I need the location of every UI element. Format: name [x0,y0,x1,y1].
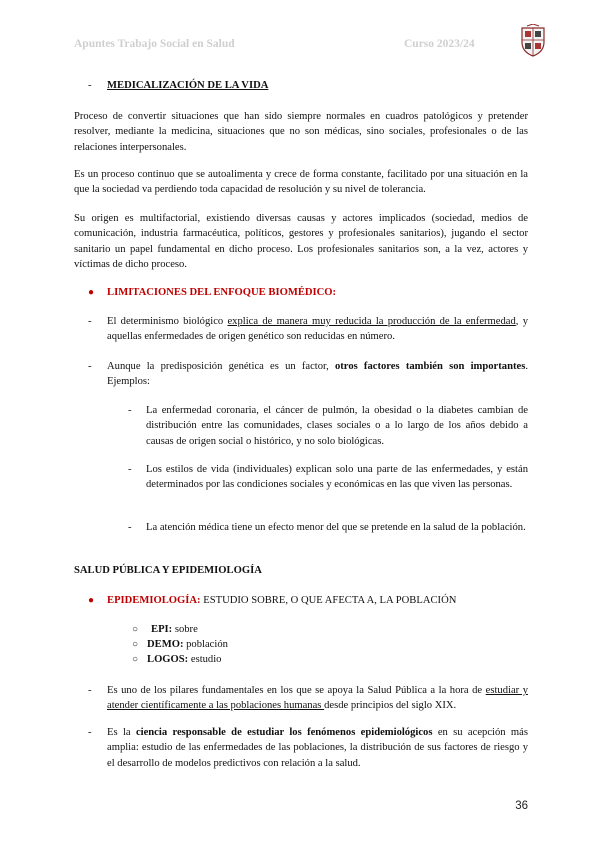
etymology-term: DEMO: [147,639,184,650]
text-part: El determinismo biológico [107,316,228,327]
medicalizacion-paragraph-1: Proceso de convertir situaciones que han sido siempre normales en cuadros patológicos y pretender resolver, mediante la medicina, situaciones que no son médicas, sino sociales, profesionales o de las relaciones interpersonales. [74,111,528,153]
text-part: Es la [107,727,136,738]
circle-bullet-icon: ○ [132,639,139,650]
etymology-meaning: sobre [172,624,198,635]
limitaciones-item-2-text [107,359,528,390]
underlined-text: estudiar y atender científicamente a las poblaciones humanas [107,685,529,712]
text-part: en su acepción más amplia: estudio de las enfermedades de las poblaciones, la distribución de sus factores de riesgo y el desarrollo de modelos predictivos con relación a la salud. [107,727,528,769]
etymology-text [147,637,228,652]
text-part: Aunque la predisposición genética es un factor, [107,361,335,372]
epidemiologia-line [107,593,456,608]
limitaciones-sub-3-text: La atención médica tiene un efecto menor del que se pretende en la salud de la población. [146,522,526,533]
university-crest-icon [518,24,548,58]
medicalizacion-paragraph-3: Su origen es multifactorial, existiendo diversas causas y actores implicados (sociedad, medios de comunicación, industria farmacéutica, políticos, gestores y profesionales sanitarios), jugando el sector sanitario un papel fundamental en dicho proceso. Los profesionales sanitarios son, a la vez, actores y víctimas de dicho proceso. [74,213,528,271]
text-part: , y aquellas enfermedades de origen genético son reducidas en número. [107,316,528,343]
text-part: desde principios del siglo XIX. [324,700,457,712]
bold-text: ciencia responsable de estudiar los fenómenos epidemiológicos [135,727,433,738]
text-part: . Ejemplos: [107,361,528,388]
etymology-text [147,652,221,667]
limitaciones-sub-1-text: La enfermedad coronaria, el cáncer de pulmón, la obesidad o la diabetes cambian de distribución entre las comunidades, clases sociales o a lo largo de los años debido a causas de origen social o histórico, y no solo biológicas. [146,405,528,447]
dash-marker: - [88,727,92,738]
circle-bullet-icon: ○ [132,624,139,635]
epidemiologia-label: EPIDEMIOLOGÍA: [107,595,201,606]
dash-marker: - [128,405,132,416]
medicalizacion-title: MEDICALIZACIÓN DE LA VIDA [107,80,269,91]
etymology-meaning: estudio [188,654,222,665]
bold-text: otros factores también son importantes [334,361,526,372]
salud-publica-item-2-text [107,725,528,771]
dash-marker: - [88,361,92,372]
dash-marker: - [128,522,132,533]
dash-marker: - [128,464,132,475]
etymology-term: LOGOS: [147,654,189,665]
limitaciones-sub-2-text: Los estilos de vida (individuales) explican solo una parte de las enfermedades, y están determinados por las condiciones sociales y económicas en las que viven las personas. [146,464,528,491]
red-bullet-icon: ● [88,287,95,298]
limitaciones-title: LIMITACIONES DEL ENFOQUE BIOMÉDICO: [107,287,337,298]
underlined-text: explica de manera muy reducida la producción de la enfermedad [227,316,516,327]
epidemiologia-definition: ESTUDIO SOBRE, O QUE AFECTA A, LA POBLACIÓN [200,595,457,606]
circle-bullet-icon: ○ [132,654,139,665]
etymology-term: EPI: [151,624,173,635]
dash-marker: - [88,80,92,91]
page-number: 36 [515,800,528,812]
dash-marker: - [88,685,92,696]
text-part: Es uno de los pilares fundamentales en los que se apoya la Salud Pública a la hora de [107,685,486,696]
etymology-text [151,622,198,637]
limitaciones-item-1-text [107,314,528,345]
salud-publica-item-1-text [107,683,528,714]
page-header [74,36,544,56]
header-course-year: Curso 2023/24 [404,38,475,50]
dash-marker: - [88,316,92,327]
etymology-meaning: población [183,639,228,650]
red-bullet-icon: ● [88,595,95,606]
header-course-title: Apuntes Trabajo Social en Salud [74,38,235,50]
salud-publica-title: SALUD PÚBLICA Y EPIDEMIOLOGÍA [74,565,262,576]
medicalizacion-paragraph-2: Es un proceso continuo que se autoalimenta y crece de forma constante, facilitado por una situación en la que la sociedad va perdiendo toda capacidad de resolución y su nivel de tolerancia. [74,169,528,196]
